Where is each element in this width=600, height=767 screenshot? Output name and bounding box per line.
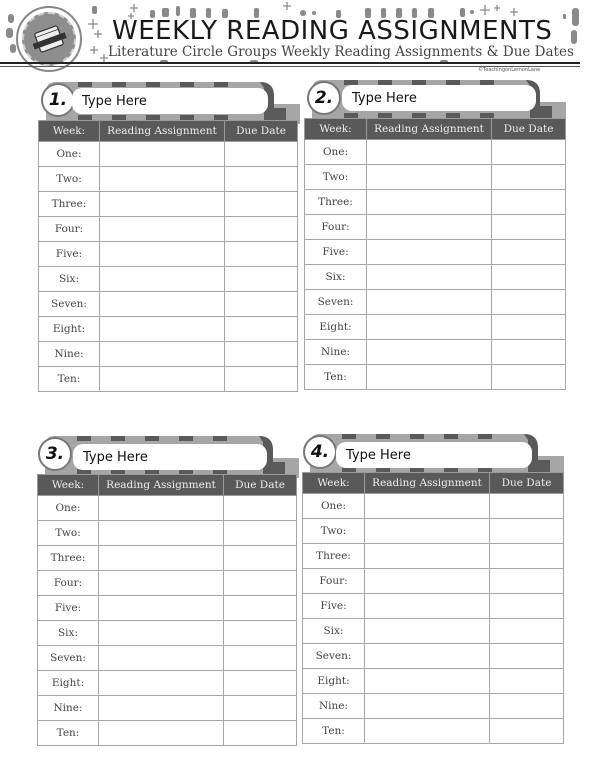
assignment-cell[interactable] <box>99 621 224 646</box>
week-label: Five: <box>303 594 365 619</box>
due-date-cell[interactable] <box>225 167 298 192</box>
assignment-cell[interactable] <box>100 142 225 167</box>
assignment-cell[interactable] <box>100 167 225 192</box>
assignment-cell[interactable] <box>365 569 490 594</box>
table-row <box>305 290 566 315</box>
assignment-cell[interactable] <box>99 671 224 696</box>
week-label: Ten: <box>303 719 365 744</box>
due-date-cell[interactable] <box>492 290 566 315</box>
table-row <box>39 217 298 242</box>
table-row <box>39 192 298 217</box>
table-row <box>38 621 297 646</box>
assignment-cell[interactable] <box>99 496 224 521</box>
week-label: Three: <box>303 544 365 569</box>
table-row <box>38 671 297 696</box>
assignment-cell[interactable] <box>365 619 490 644</box>
due-date-cell[interactable] <box>492 240 566 265</box>
assignment-cell[interactable] <box>365 494 490 519</box>
week-label: Three: <box>39 192 100 217</box>
week-label: Nine: <box>38 696 99 721</box>
table-row <box>39 142 298 167</box>
assignment-cell[interactable] <box>100 367 225 392</box>
assignment-cell[interactable] <box>365 594 490 619</box>
table-row <box>39 292 298 317</box>
table-row <box>38 496 297 521</box>
week-label: Two: <box>305 165 367 190</box>
week-label: Eight: <box>303 669 365 694</box>
due-date-cell[interactable] <box>490 619 564 644</box>
table-row <box>303 494 564 519</box>
week-label: Ten: <box>39 367 100 392</box>
group-name-field[interactable]: Type Here <box>342 85 536 111</box>
week-label: Nine: <box>303 694 365 719</box>
assignment-cell[interactable] <box>365 644 490 669</box>
assignment-cell[interactable] <box>100 217 225 242</box>
due-date-cell[interactable] <box>490 544 564 569</box>
assignment-cell[interactable] <box>100 267 225 292</box>
column-header-assignment: Reading Assignment <box>99 475 224 496</box>
group-number: 1. <box>41 83 75 117</box>
week-label: Three: <box>38 546 99 571</box>
group-number: 4. <box>303 435 337 469</box>
due-date-cell[interactable] <box>225 292 298 317</box>
column-header-assignment: Reading Assignment <box>100 121 225 142</box>
week-label: Six: <box>305 265 367 290</box>
due-date-cell[interactable] <box>224 596 297 621</box>
week-label: One: <box>39 142 100 167</box>
due-date-cell[interactable] <box>225 317 298 342</box>
week-label: Eight: <box>38 671 99 696</box>
due-date-cell[interactable] <box>224 546 297 571</box>
header-divider <box>0 62 580 64</box>
assignment-cell[interactable] <box>367 365 492 390</box>
assignment-table <box>38 120 298 392</box>
assignment-cell[interactable] <box>365 519 490 544</box>
assignment-cell[interactable] <box>100 242 225 267</box>
column-header-due-date: Due Date <box>490 473 564 494</box>
table-row <box>39 317 298 342</box>
column-header-week: Week: <box>39 121 100 142</box>
assignment-cell[interactable] <box>99 646 224 671</box>
assignment-cell[interactable] <box>367 165 492 190</box>
due-date-cell[interactable] <box>492 315 566 340</box>
table-row <box>303 594 564 619</box>
due-date-cell[interactable] <box>224 521 297 546</box>
assignment-cell[interactable] <box>367 290 492 315</box>
table-row <box>38 696 297 721</box>
due-date-cell[interactable] <box>490 594 564 619</box>
assignment-cell[interactable] <box>99 721 224 746</box>
week-label: Three: <box>305 190 367 215</box>
week-label: Two: <box>38 521 99 546</box>
table-row <box>39 342 298 367</box>
week-label: One: <box>303 494 365 519</box>
table-row <box>39 267 298 292</box>
due-date-cell[interactable] <box>492 365 566 390</box>
table-row <box>305 240 566 265</box>
due-date-cell[interactable] <box>225 192 298 217</box>
due-date-cell[interactable] <box>490 694 564 719</box>
week-label: Four: <box>305 215 367 240</box>
due-date-cell[interactable] <box>225 242 298 267</box>
week-label: Eight: <box>39 317 100 342</box>
column-header-week: Week: <box>303 473 365 494</box>
table-row <box>39 242 298 267</box>
due-date-cell[interactable] <box>490 569 564 594</box>
assignment-cell[interactable] <box>99 521 224 546</box>
week-label: Five: <box>305 240 367 265</box>
table-row <box>303 644 564 669</box>
assignment-cell[interactable] <box>367 215 492 240</box>
week-label: Nine: <box>39 342 100 367</box>
table-row <box>38 596 297 621</box>
assignment-cell[interactable] <box>100 342 225 367</box>
week-label: Seven: <box>305 290 367 315</box>
week-label: Ten: <box>305 365 367 390</box>
due-date-cell[interactable] <box>224 696 297 721</box>
week-label: One: <box>305 140 367 165</box>
table-row <box>305 365 566 390</box>
group-number: 3. <box>38 437 72 471</box>
assignment-cell[interactable] <box>367 190 492 215</box>
week-label: Seven: <box>39 292 100 317</box>
due-date-cell[interactable] <box>490 669 564 694</box>
due-date-cell[interactable] <box>492 340 566 365</box>
table-row <box>305 165 566 190</box>
assignment-cell[interactable] <box>367 265 492 290</box>
assignment-cell[interactable] <box>367 340 492 365</box>
table-row <box>303 694 564 719</box>
week-label: Eight: <box>305 315 367 340</box>
table-row <box>38 721 297 746</box>
assignment-table <box>304 118 566 390</box>
table-row <box>39 167 298 192</box>
week-label: Seven: <box>303 644 365 669</box>
column-header-week: Week: <box>305 119 367 140</box>
table-row <box>305 190 566 215</box>
table-row <box>303 619 564 644</box>
group-name-field[interactable]: Type Here <box>72 88 268 114</box>
due-date-cell[interactable] <box>224 621 297 646</box>
column-header-assignment: Reading Assignment <box>367 119 492 140</box>
due-date-cell[interactable] <box>490 494 564 519</box>
due-date-cell[interactable] <box>492 215 566 240</box>
assignment-cell[interactable] <box>367 315 492 340</box>
due-date-cell[interactable] <box>225 267 298 292</box>
assignment-table <box>302 472 564 744</box>
due-date-cell[interactable] <box>225 142 298 167</box>
table-row <box>38 646 297 671</box>
assignment-cell[interactable] <box>365 694 490 719</box>
assignment-cell[interactable] <box>99 696 224 721</box>
due-date-cell[interactable] <box>492 190 566 215</box>
table-row <box>303 544 564 569</box>
week-label: Two: <box>303 519 365 544</box>
week-label: Six: <box>303 619 365 644</box>
group-name-field[interactable]: Type Here <box>336 442 532 468</box>
page-header <box>0 0 600 72</box>
week-label: Four: <box>38 571 99 596</box>
table-row <box>303 669 564 694</box>
table-row <box>38 521 297 546</box>
table-row <box>303 569 564 594</box>
assignment-cell[interactable] <box>99 546 224 571</box>
assignment-cell[interactable] <box>99 571 224 596</box>
column-header-due-date: Due Date <box>224 475 297 496</box>
week-label: Five: <box>39 242 100 267</box>
week-label: Six: <box>39 267 100 292</box>
week-label: Four: <box>303 569 365 594</box>
assignment-cell[interactable] <box>365 669 490 694</box>
assignment-cell[interactable] <box>99 596 224 621</box>
table-row <box>305 215 566 240</box>
column-header-week: Week: <box>38 475 99 496</box>
table-row <box>305 265 566 290</box>
due-date-cell[interactable] <box>490 644 564 669</box>
due-date-cell[interactable] <box>492 265 566 290</box>
due-date-cell[interactable] <box>490 519 564 544</box>
table-row <box>305 315 566 340</box>
group-name-field[interactable]: Type Here <box>73 444 267 470</box>
table-row <box>38 546 297 571</box>
week-label: Nine: <box>305 340 367 365</box>
week-label: Four: <box>39 217 100 242</box>
group-number: 2. <box>307 81 341 115</box>
page-subtitle: Literature Circle Groups Weekly Reading Assignments & Due Dates <box>108 44 574 60</box>
week-label: Five: <box>38 596 99 621</box>
table-row <box>39 367 298 392</box>
due-date-cell[interactable] <box>490 719 564 744</box>
due-date-cell[interactable] <box>224 721 297 746</box>
page-title: WEEKLY READING ASSIGNMENTS <box>112 16 553 46</box>
week-label: Two: <box>39 167 100 192</box>
week-label: Six: <box>38 621 99 646</box>
due-date-cell[interactable] <box>224 571 297 596</box>
week-label: Seven: <box>38 646 99 671</box>
assignment-cell[interactable] <box>367 240 492 265</box>
due-date-cell[interactable] <box>225 367 298 392</box>
column-header-assignment: Reading Assignment <box>365 473 490 494</box>
assignment-cell[interactable] <box>365 544 490 569</box>
column-header-due-date: Due Date <box>492 119 566 140</box>
week-label: One: <box>38 496 99 521</box>
assignment-cell[interactable] <box>100 317 225 342</box>
due-date-cell[interactable] <box>225 342 298 367</box>
copyright-text: ©TeachingonLemonLane <box>478 67 541 73</box>
table-row <box>305 340 566 365</box>
column-header-due-date: Due Date <box>225 121 298 142</box>
week-label: Ten: <box>38 721 99 746</box>
due-date-cell[interactable] <box>225 217 298 242</box>
assignment-cell[interactable] <box>100 292 225 317</box>
due-date-cell[interactable] <box>224 671 297 696</box>
assignment-cell[interactable] <box>365 719 490 744</box>
table-row <box>38 571 297 596</box>
due-date-cell[interactable] <box>224 646 297 671</box>
due-date-cell[interactable] <box>492 165 566 190</box>
due-date-cell[interactable] <box>224 496 297 521</box>
book-icon <box>24 14 74 64</box>
table-row <box>305 140 566 165</box>
assignment-table <box>37 474 297 746</box>
table-row <box>303 519 564 544</box>
assignment-cell[interactable] <box>367 140 492 165</box>
due-date-cell[interactable] <box>492 140 566 165</box>
assignment-cell[interactable] <box>100 192 225 217</box>
table-row <box>303 719 564 744</box>
